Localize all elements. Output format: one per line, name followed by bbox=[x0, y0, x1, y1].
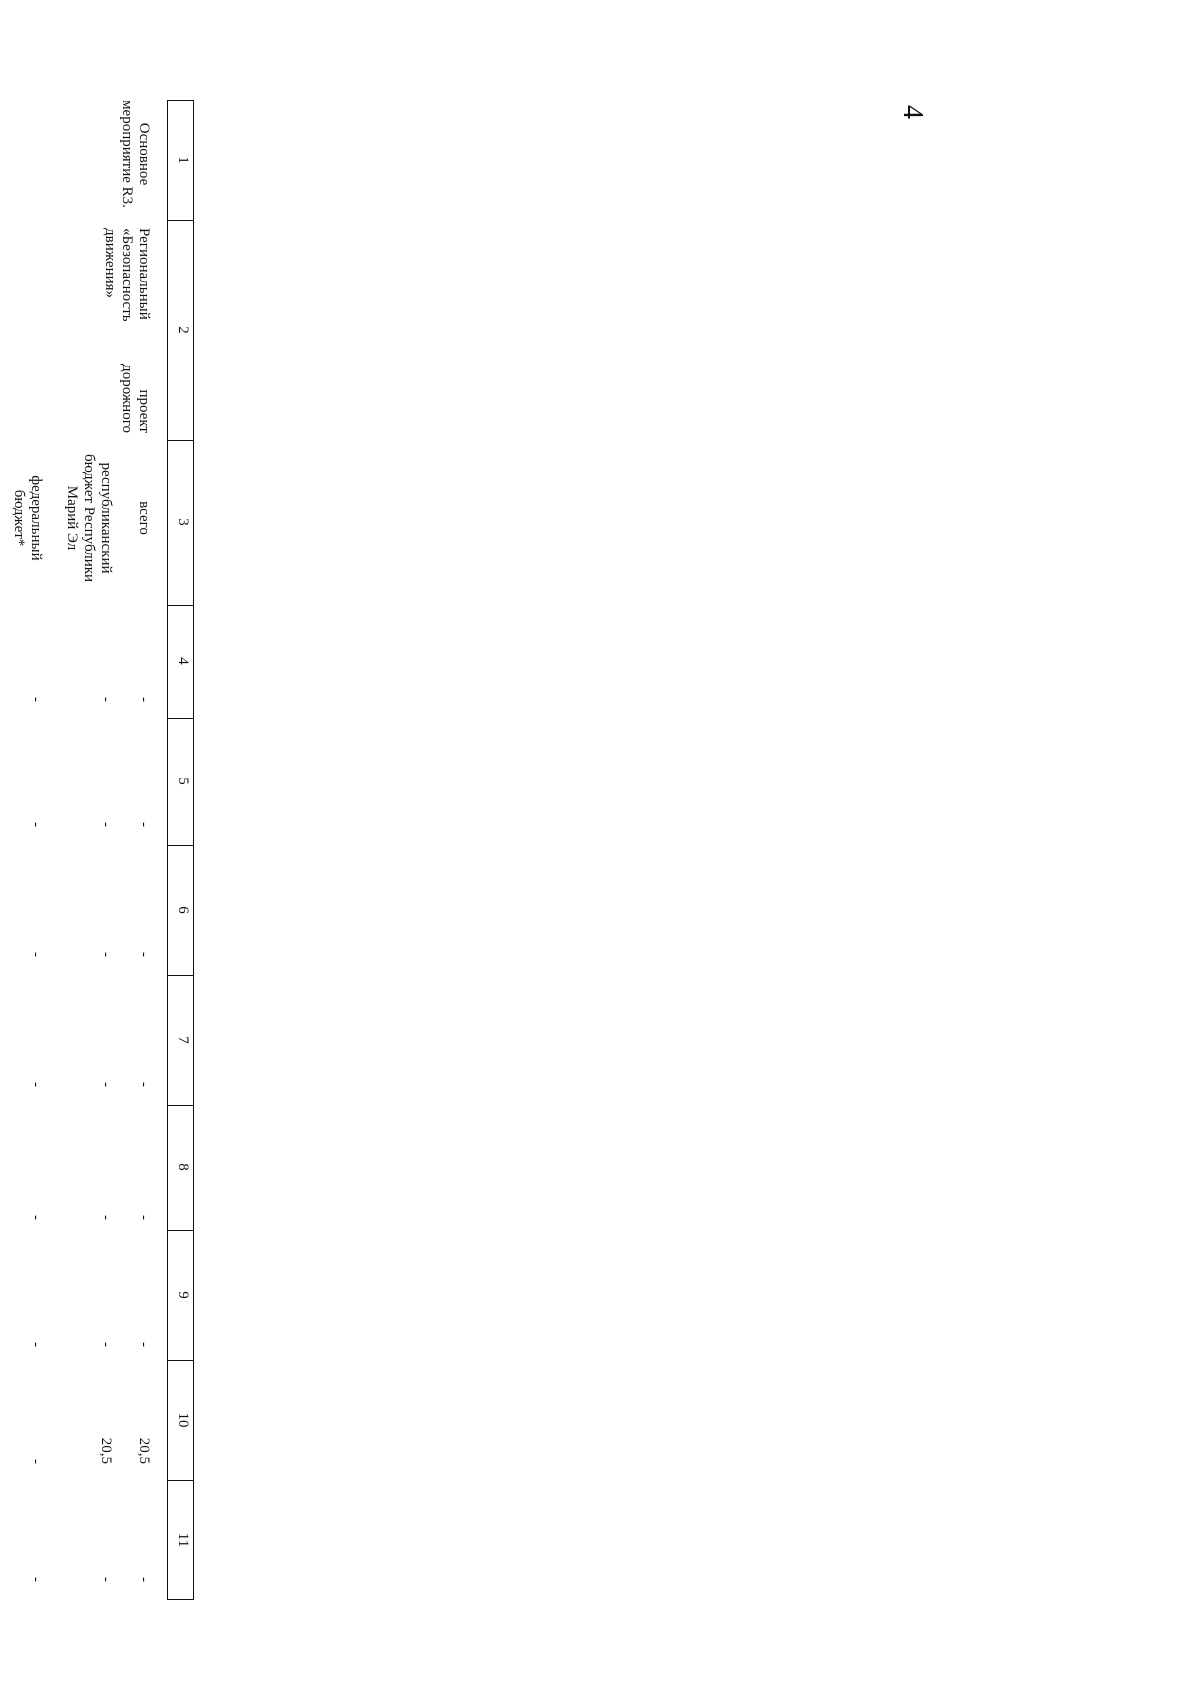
column-divider bbox=[168, 100, 194, 101]
row-code: Основное мероприятие R3. bbox=[119, 100, 152, 208]
value-cell: - bbox=[28, 1459, 44, 1464]
value-cell: - bbox=[28, 1577, 44, 1582]
column-header: 11 bbox=[175, 1532, 191, 1548]
value-cell: - bbox=[136, 1215, 152, 1220]
value-cell: - bbox=[28, 1215, 44, 1220]
value-cell: - bbox=[98, 1577, 114, 1582]
column-divider bbox=[168, 1480, 194, 1481]
header-bottom-border bbox=[167, 100, 168, 1600]
value-cell: 20,5 bbox=[136, 1437, 152, 1464]
column-divider bbox=[168, 718, 194, 719]
column-header: 8 bbox=[175, 1163, 191, 1171]
row-name: Региональный проект «Безопасность дорожного движения» bbox=[102, 228, 152, 433]
value-cell: - bbox=[98, 1342, 114, 1347]
column-divider bbox=[168, 605, 194, 606]
value-cell: - bbox=[98, 952, 114, 957]
value-cell: - bbox=[98, 1082, 114, 1087]
value-cell: - bbox=[98, 697, 114, 702]
column-header: 6 bbox=[175, 906, 191, 914]
value-cell: - bbox=[28, 952, 44, 957]
table-top-border bbox=[193, 100, 194, 1600]
value-cell: - bbox=[98, 1215, 114, 1220]
value-cell: - bbox=[136, 952, 152, 957]
page-number: 4 bbox=[897, 105, 928, 119]
value-cell: - bbox=[28, 697, 44, 702]
column-divider bbox=[168, 220, 194, 221]
column-header: 2 bbox=[175, 326, 191, 334]
column-divider bbox=[168, 1230, 194, 1231]
column-header: 4 bbox=[175, 657, 191, 665]
funding-source: федеральный бюджет* bbox=[11, 475, 44, 561]
value-cell: - bbox=[136, 1342, 152, 1347]
value-cell: - bbox=[98, 822, 114, 827]
column-header: 5 bbox=[175, 777, 191, 785]
column-header: 1 bbox=[175, 156, 191, 164]
column-header: 10 bbox=[175, 1412, 191, 1428]
budget-table bbox=[0, 100, 194, 1600]
column-divider bbox=[168, 1599, 194, 1600]
value-cell: - bbox=[136, 822, 152, 827]
value-cell: 20,5 bbox=[98, 1437, 114, 1464]
column-header: 7 bbox=[175, 1036, 191, 1044]
column-divider bbox=[168, 975, 194, 976]
value-cell: - bbox=[28, 1082, 44, 1087]
column-divider bbox=[168, 440, 194, 441]
column-divider bbox=[168, 1360, 194, 1361]
column-header: 9 bbox=[175, 1291, 191, 1299]
value-cell: - bbox=[136, 697, 152, 702]
funding-source: всего bbox=[136, 501, 152, 535]
value-cell: - bbox=[136, 1082, 152, 1087]
value-cell: - bbox=[136, 1577, 152, 1582]
column-divider bbox=[168, 845, 194, 846]
column-header: 3 bbox=[175, 518, 191, 526]
funding-source: республиканский бюджет Республики Марий Эл bbox=[64, 453, 114, 583]
value-cell: - bbox=[28, 1342, 44, 1347]
column-divider bbox=[168, 1105, 194, 1106]
value-cell: - bbox=[28, 822, 44, 827]
